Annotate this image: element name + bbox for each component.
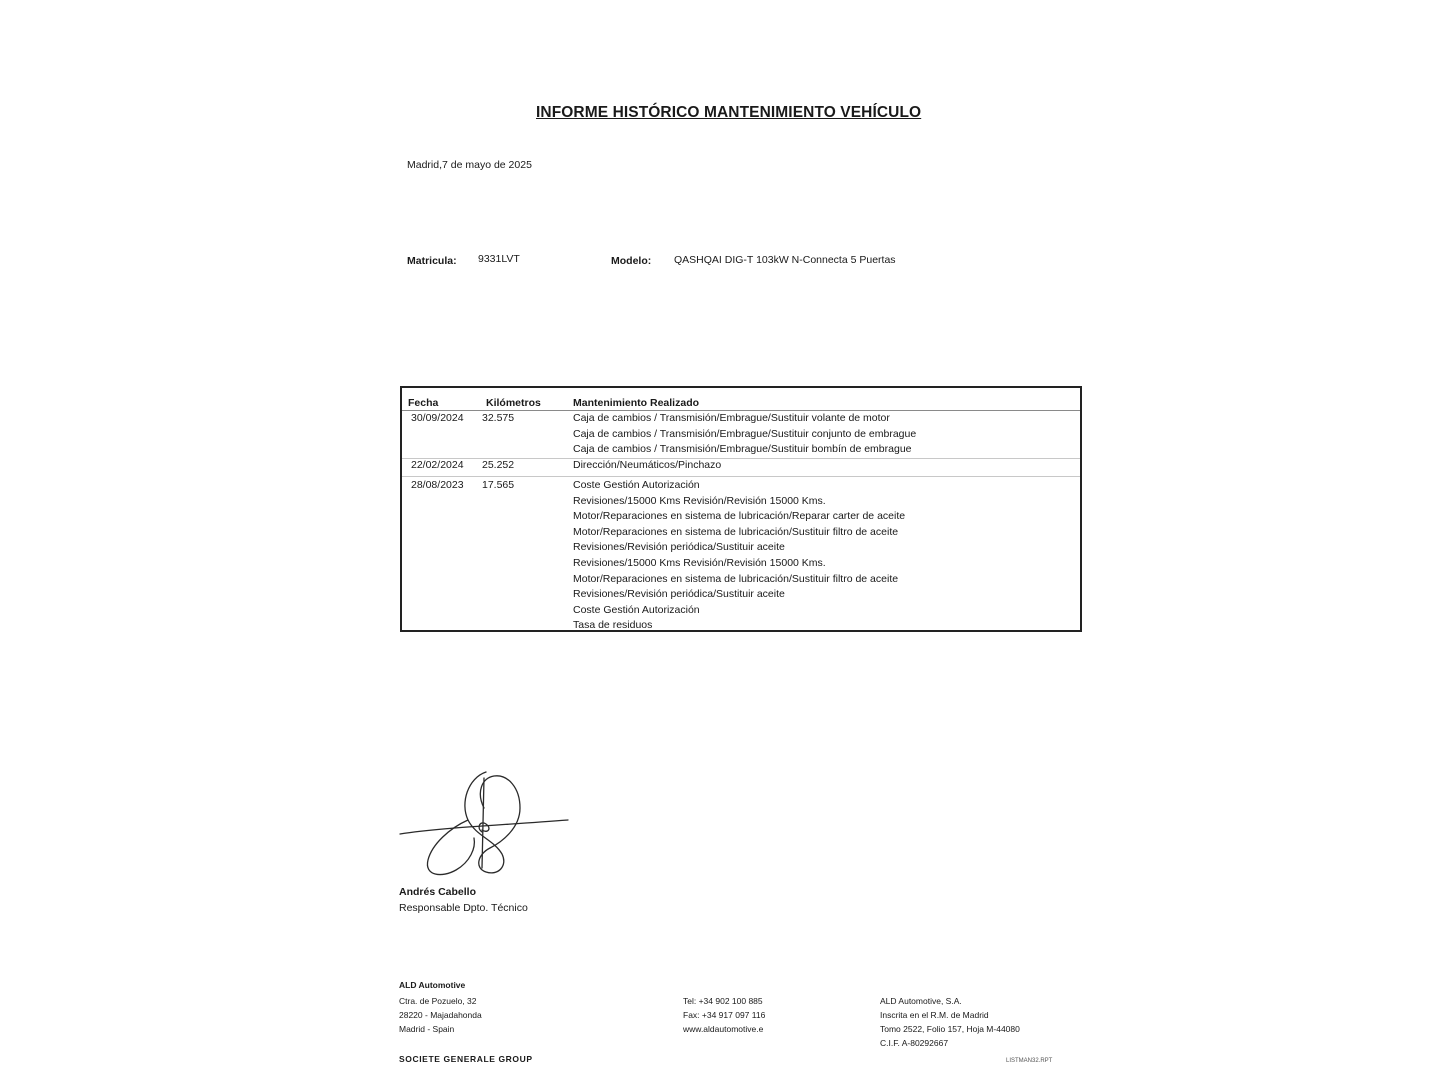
row-divider: [402, 476, 1080, 477]
header-km: Kilómetros: [486, 397, 541, 409]
footer-legal: [880, 994, 1020, 1050]
maintenance-item: Revisiones/15000 Kms Revisión/Revisión 15000 Kms.: [573, 494, 826, 507]
footer-legal-line: C.I.F. A-80292667: [880, 1038, 949, 1048]
footer-contact-line: www.aldautomotive.e: [683, 1024, 764, 1034]
footer-contact-line: Fax: +34 917 097 116: [683, 1010, 766, 1020]
model-label: Modelo:: [611, 255, 652, 267]
maintenance-item: Revisiones/Revisión periódica/Sustituir aceite: [573, 541, 785, 554]
footer-address-line: Madrid - Spain: [399, 1024, 455, 1034]
maintenance-item: Coste Gestión Autorización: [573, 603, 700, 616]
maintenance-item: Motor/Reparaciones en sistema de lubricación/Sustituir filtro de aceite: [573, 572, 899, 585]
report-title: INFORME HISTÓRICO MANTENIMIENTO VEHÍCULO: [536, 104, 922, 121]
header-date: Fecha: [408, 397, 439, 409]
row-date: 22/02/2024: [411, 459, 464, 471]
footer-group-logo: SOCIETE GENERALE GROUP: [399, 1054, 533, 1064]
signature: [398, 768, 574, 884]
maintenance-item: Coste Gestión Autorización: [573, 479, 700, 491]
signatory-name: Andrés Cabello: [399, 886, 477, 898]
footer-contact: [683, 994, 765, 1036]
footer-company-heading: ALD Automotive: [399, 980, 466, 990]
footer-legal-line: Inscrita en el R.M. de Madrid: [880, 1010, 989, 1020]
maintenance-item: Caja de cambios / Transmisión/Embrague/Sustituir volante de motor: [573, 412, 890, 424]
maintenance-item: Revisiones/Revisión periódica/Sustituir aceite: [573, 588, 785, 601]
row-date: 28/08/2023: [411, 479, 464, 491]
plate-label: Matricula:: [407, 255, 457, 267]
row-date: 30/09/2024: [411, 412, 464, 424]
row-km: 17.565: [482, 479, 515, 491]
signatory-role: Responsable Dpto. Técnico: [399, 902, 528, 914]
maintenance-item: Tasa de residuos: [573, 619, 653, 632]
row-items: [573, 458, 721, 474]
footer-legal-line: Tomo 2522, Folio 157, Hoja M-44080: [880, 1024, 1020, 1034]
footer-address-line: 28220 - Majadahonda: [399, 1010, 482, 1020]
maintenance-item: Revisiones/15000 Kms Revisión/Revisión 15000 Kms.: [573, 556, 826, 569]
maintenance-item: Motor/Reparaciones en sistema de lubricación/Reparar carter de aceite: [573, 510, 906, 523]
plate-value: 9331LVT: [478, 253, 520, 265]
maintenance-table: [400, 386, 1082, 632]
model-value: QASHQAI DIG-T 103kW N-Connecta 5 Puertas: [674, 254, 896, 266]
row-km: 25.252: [482, 459, 515, 471]
footer-doc-code: LISTMAN32.RPT: [1006, 1058, 1053, 1064]
header-maintenance: Mantenimiento Realizado: [573, 397, 700, 409]
footer-legal-line: ALD Automotive, S.A.: [880, 996, 962, 1006]
row-km: 32.575: [482, 412, 515, 424]
footer-contact-line: Tel: +34 902 100 885: [683, 996, 763, 1006]
footer-address-line: Ctra. de Pozuelo, 32: [399, 996, 477, 1006]
maintenance-item: Caja de cambios / Transmisión/Embrague/Sustituir conjunto de embrague: [573, 427, 917, 440]
row-items: [573, 478, 905, 634]
maintenance-item: Dirección/Neumáticos/Pinchazo: [573, 459, 722, 471]
footer-address: [399, 994, 482, 1036]
maintenance-item: Caja de cambios / Transmisión/Embrague/Sustituir bombín de embrague: [573, 443, 912, 456]
date-line: Madrid,7 de mayo de 2025: [407, 159, 532, 171]
row-items: [573, 411, 916, 458]
maintenance-item: Motor/Reparaciones en sistema de lubricación/Sustituir filtro de aceite: [573, 525, 899, 538]
